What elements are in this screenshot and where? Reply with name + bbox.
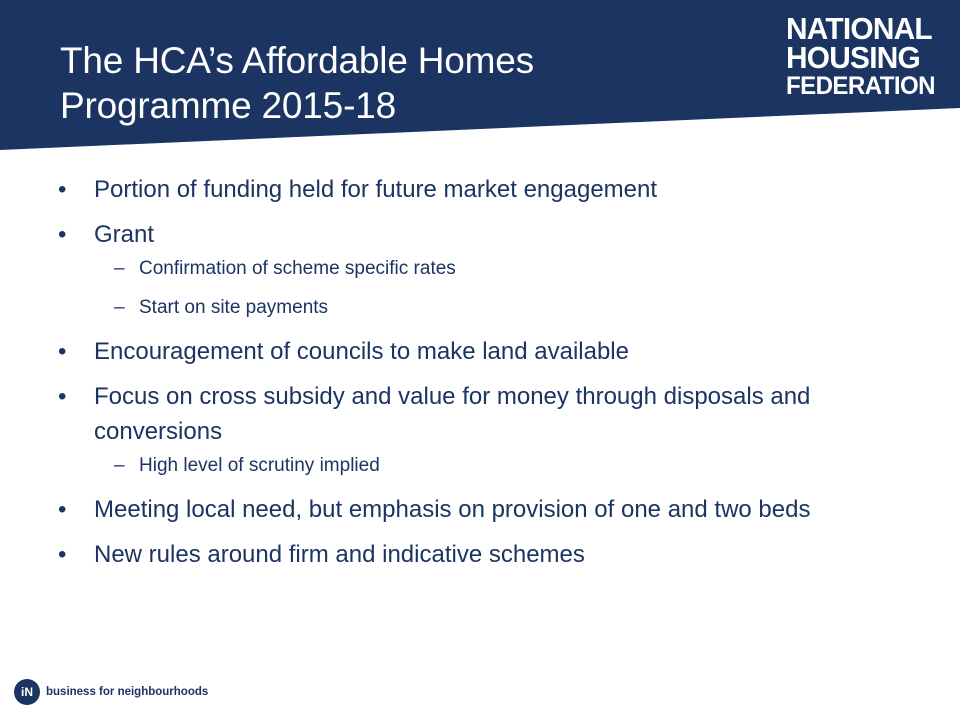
bullet-item: • Grant <box>58 217 918 252</box>
bullet-item: • Portion of funding held for future market engagement <box>58 172 918 207</box>
slide-title-line-2: Programme 2015-18 <box>60 85 396 126</box>
bullet-item: • Encouragement of councils to make land available <box>58 334 918 369</box>
brand-logo-line-2: HOUSING <box>786 40 920 75</box>
in-business-logo-icon <box>14 679 40 705</box>
slide-title <box>60 38 720 128</box>
national-housing-federation-logo <box>786 11 950 101</box>
footer <box>14 677 208 707</box>
slide-title-line-1: The HCA’s Affordable Homes <box>60 40 534 81</box>
footer-tagline: business for neighbourhoods <box>46 686 209 698</box>
bullet-item: • Focus on cross subsidy and value for money through disposals and conversions <box>58 379 918 449</box>
bullet-list <box>58 172 918 582</box>
brand-logo-line-3: FEDERATION <box>786 72 935 100</box>
sub-bullet-item: – Confirmation of scheme specific rates <box>58 256 918 282</box>
sub-bullet-item: – Start on site payments <box>58 295 918 321</box>
sub-bullet-item: – High level of scrutiny implied <box>58 453 918 479</box>
bullet-item: • Meeting local need, but emphasis on provision of one and two beds <box>58 492 918 527</box>
footer-logo-text: iN <box>21 685 33 699</box>
bullet-item: • New rules around firm and indicative schemes <box>58 537 918 572</box>
brand-logo-line-1: NATIONAL <box>786 11 932 46</box>
